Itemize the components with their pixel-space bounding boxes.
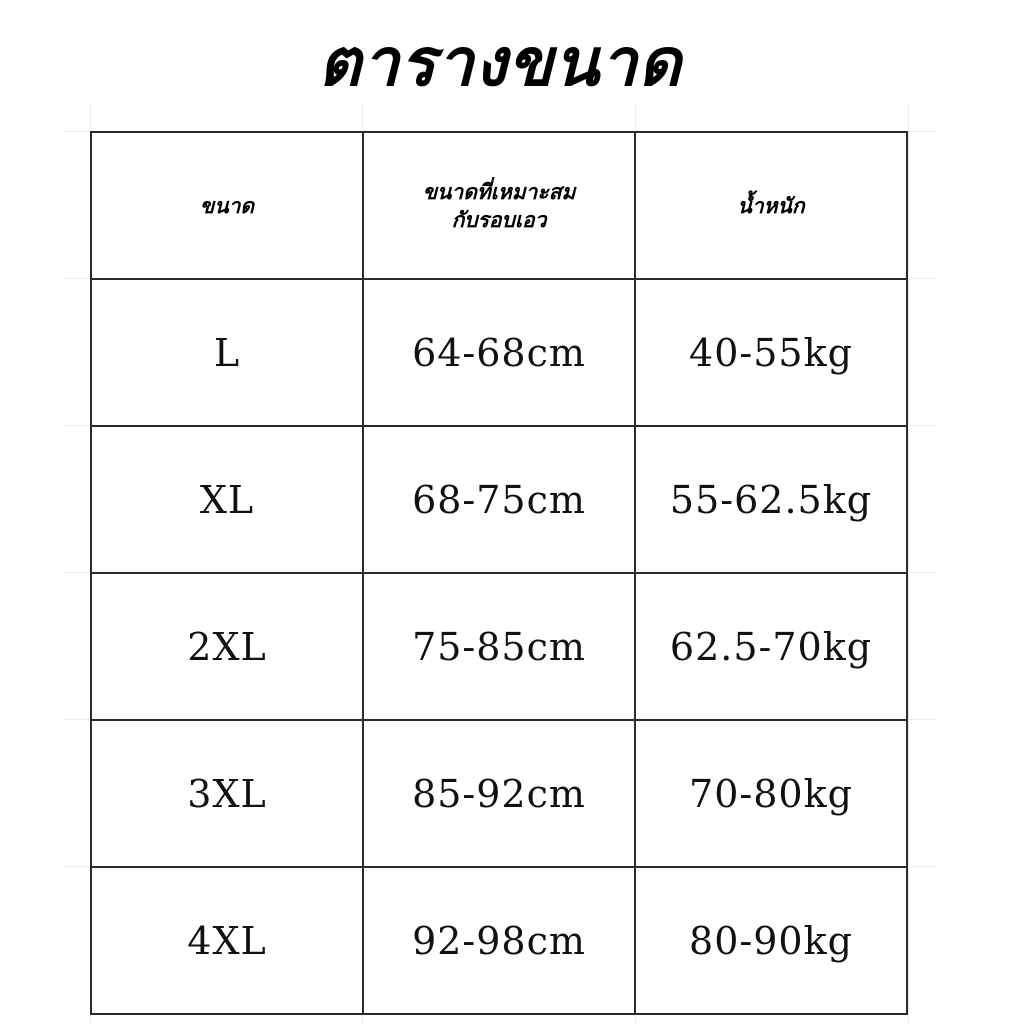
cell-weight: 40-55kg bbox=[635, 279, 907, 426]
cell-weight: 62.5-70kg bbox=[635, 573, 907, 720]
table-row bbox=[91, 867, 907, 1014]
cell-size: L bbox=[91, 279, 363, 426]
cell-waist: 64-68cm bbox=[363, 279, 635, 426]
cell-weight: 70-80kg bbox=[635, 720, 907, 867]
table-row bbox=[91, 426, 907, 573]
table-row bbox=[91, 573, 907, 720]
header-size bbox=[91, 132, 363, 279]
cell-weight: 55-62.5kg bbox=[635, 426, 907, 573]
cell-waist: 92-98cm bbox=[363, 867, 635, 1014]
page-title: ตารางขนาด bbox=[318, 24, 682, 101]
cell-size: 3XL bbox=[91, 720, 363, 867]
header-waist bbox=[363, 132, 635, 279]
cell-size: XL bbox=[91, 426, 363, 573]
cell-waist: 75-85cm bbox=[363, 573, 635, 720]
table-row bbox=[91, 720, 907, 867]
header-waist-label-line1: ขนาดที่เหมาะสม bbox=[422, 179, 576, 204]
header-size-label: ขนาด bbox=[199, 193, 255, 218]
size-chart-table bbox=[90, 131, 908, 1015]
cell-waist: 85-92cm bbox=[363, 720, 635, 867]
guide-line bbox=[908, 104, 909, 1024]
table-row bbox=[91, 279, 907, 426]
header-weight-label: น้ำหนัก bbox=[737, 193, 805, 218]
cell-waist: 68-75cm bbox=[363, 426, 635, 573]
cell-weight: 80-90kg bbox=[635, 867, 907, 1014]
header-waist-label-line2: กับรอบเอว bbox=[451, 207, 547, 232]
table-header-row bbox=[91, 132, 907, 279]
header-weight bbox=[635, 132, 907, 279]
cell-size: 4XL bbox=[91, 867, 363, 1014]
cell-size: 2XL bbox=[91, 573, 363, 720]
